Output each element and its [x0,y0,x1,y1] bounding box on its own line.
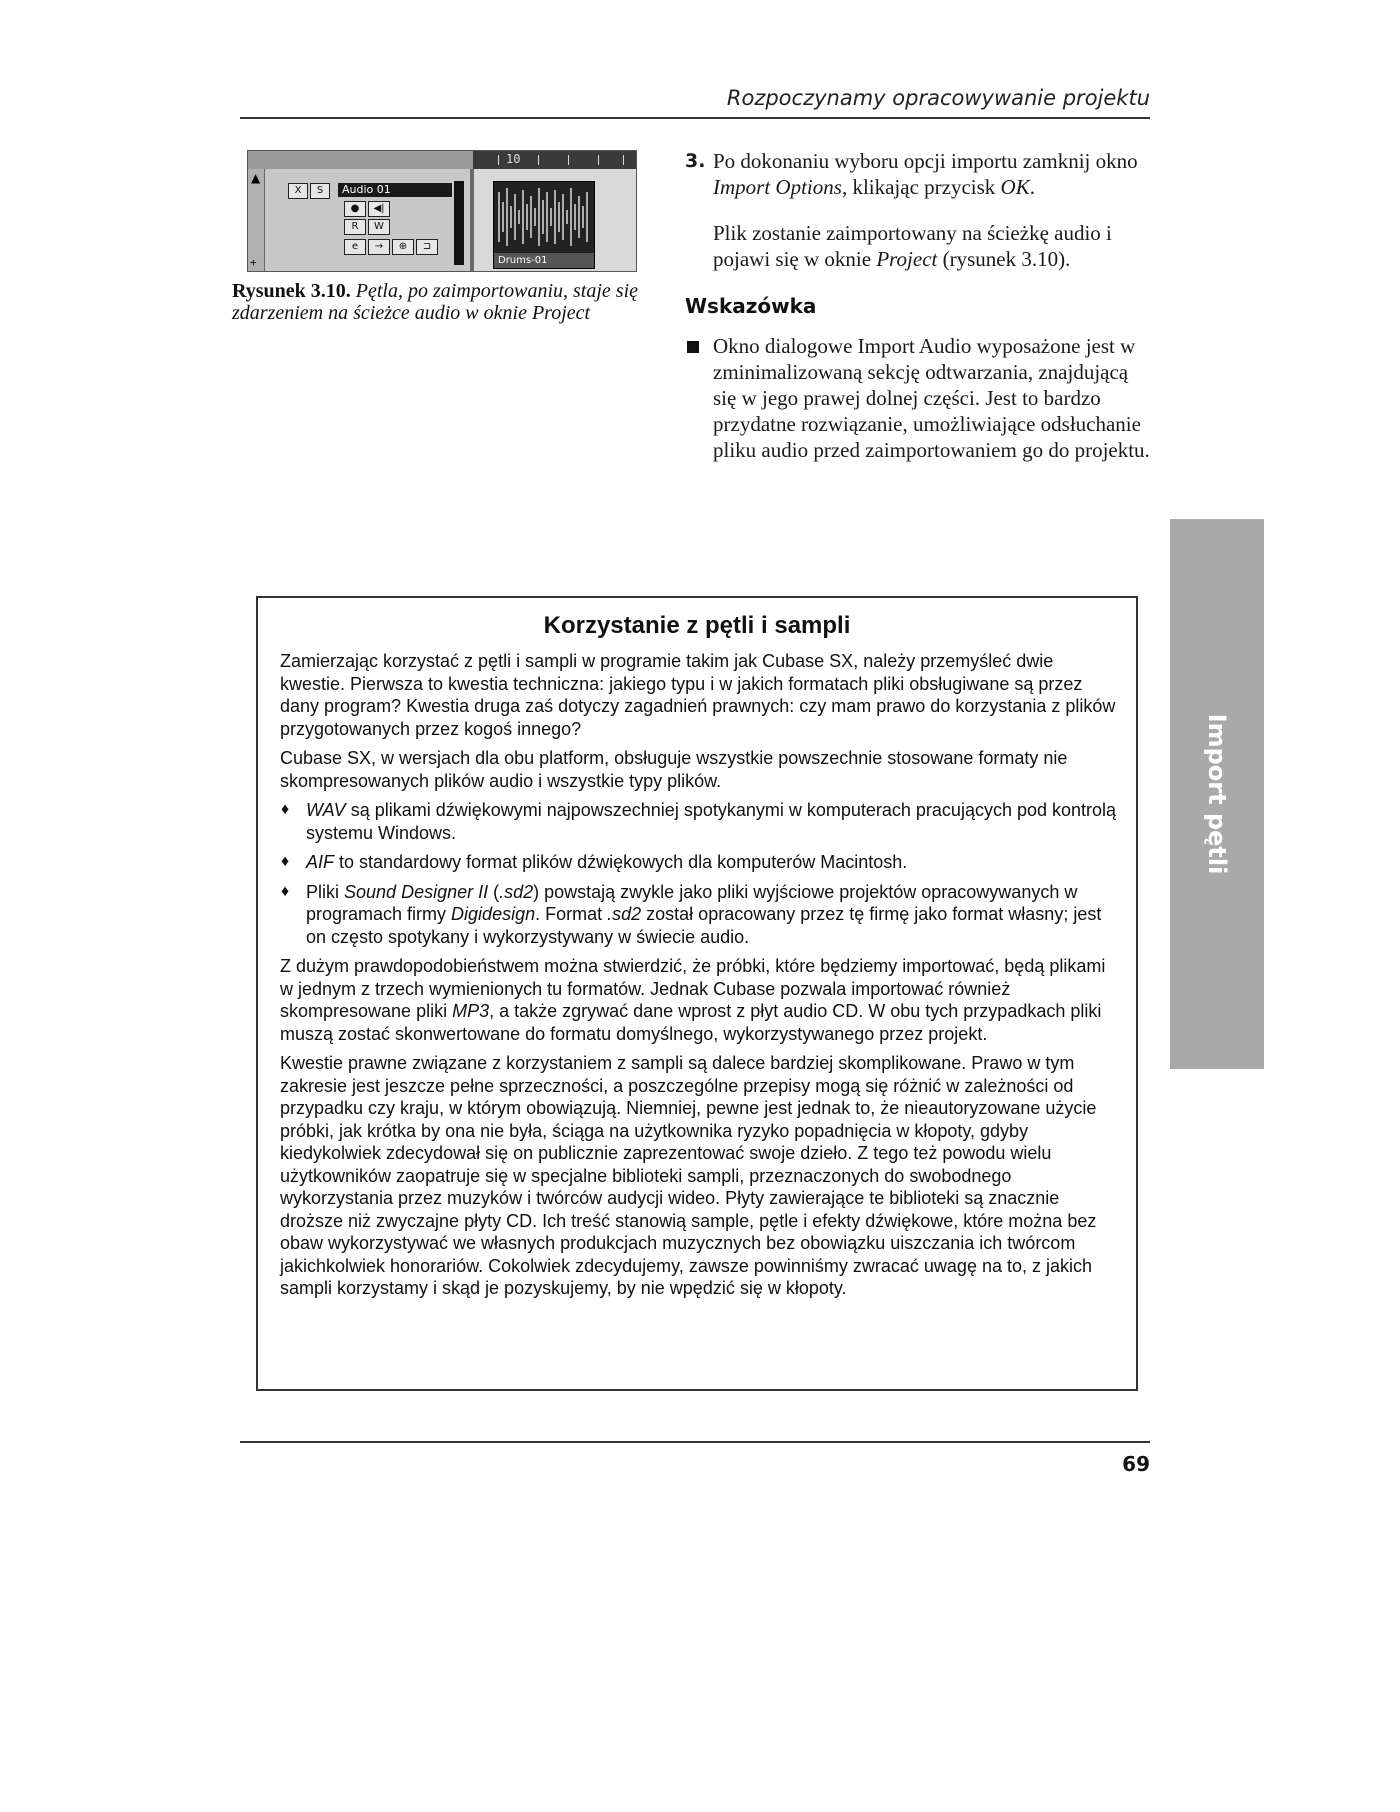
audio-event [493,181,595,269]
box-paragraph: Z dużym prawdopodobieństwem można stwierdzić, że próbki, które będziemy importować, będą plikami w jednym z trzech wymienionych tu formatów. Jednak Cubase pozwala importować również skompresowane pliki MP3, a także zgrywać dane wprost z płyt audio CD. W obu tych przypadkach pliki muszą zostać skonwertowane do formatu domyślnego, wykorzystywanego przez projekt. [280,956,1106,1044]
page-number: 69 [1122,1452,1150,1476]
ruler-tick [498,155,499,165]
event-name: Drums-01 [494,253,594,268]
figure-caption [232,280,672,324]
level-meter [454,181,464,265]
ruler-tick [568,155,569,165]
running-head: Rozpoczynamy opracowywanie projektu [726,86,1150,110]
write-button: W [368,219,390,235]
step-text: Po dokonaniu wyboru opcji importu zamknij okno Import Options, klikając przycisk OK. [713,149,1138,199]
ruler-tick [538,155,539,165]
step-number: 3. [685,150,706,172]
eq-button: ⊕ [392,239,414,255]
caption-text: Pętla, po zaimportowaniu, staje się zdarzeniem na ścieżce audio w oknie Project [232,280,638,324]
read-button: R [344,219,366,235]
mute-button: X [288,183,308,199]
footer-rule [240,1441,1150,1443]
solo-button: S [310,183,330,199]
track-name: Audio 01 [338,183,452,197]
step-paragraph: Plik zostanie zaimportowany na ścieżkę audio i pojawi się w oknie Project (rysunek 3.10). [713,221,1112,271]
monitor-button: ◀| [368,201,390,217]
tip-text: Okno dialogowe Import Audio wyposażone jest w zminimalizowaną sekcję odtwarzania, znajdującą się w jego prawej dolnej części. Jest to bardzo przydatne rozwiązanie, umożliwiające odsłuchanie pliku audio przed zaimportowaniem go do projektu. [713,334,1150,462]
step-item [685,148,1155,200]
add-track-icon: + [250,256,257,269]
tip-heading: Wskazówka [685,294,817,318]
edit-button: e [344,239,366,255]
figure-screenshot [247,150,637,272]
insert-button: → [368,239,390,255]
list-item: ♦ Pliki Sound Designer II (.sd2) powstają zwykle jako pliki wyjściowe projektów opracowywanych w programach firmy Digidesign. Format .sd2 został opracowany przez tę firmę jako format własny; jest on często spotykany i wykorzystywany w świecie audio. [281,881,1102,947]
ruler-tick [598,155,599,165]
expand-arrow-icon: ▲ [251,171,261,185]
square-bullet-icon [687,341,699,353]
waveform [494,182,594,252]
box-paragraph: Kwestie prawne związane z korzystaniem z sampli są dalece bardziej skomplikowane. Prawo w tym zakresie jest jeszcze pełne sprzeczności, a poszczególne przepisy mogą się różnić w zależności od przypadku czy kraju, w którym obowiązują. Niemniej, pewne jest jednak to, że nieautoryzowane użycie próbki, jak krótka by ona nie była, ściąga na użytkownika ryzyko popadnięcia w kłopoty, gdyby kiedykolwiek zdecydował się on publicznie zaprezentować swoje dzieło. Z tego też powodu wielu użytkowników zaopatruje się w specjalne biblioteki sampli, przeznaczonych do swobodnego wykorzystania przez muzyków i twórców audycji wideo. Płyty zawierające te biblioteki są znacznie droższe niż zwyczajne płyty CD. Ich treść stanowią sample, pętle i efekty dźwiękowe, które można bez obaw wykorzystywać we własnych produkcjach muzycznych bez obowiązku uiszczania ich twórcom jakichkolwiek honorariów. Cokolwiek zdecydujemy, zawsze powinniśmy zwracać uwagę na to, z jakich sampli korzystamy i skąd je pozyskujemy, by nie wpędzić się w kłopoty. [280,1053,1097,1298]
box-title: Korzystanie z pętli i sampli [543,612,851,639]
box-paragraph: Cubase SX, w wersjach dla obu platform, obsługuje wszystkie powszechnie stosowane formaty nie skompresowanych plików audio i wszystkie typy plików. [280,748,1068,791]
tip-bullet [685,333,1155,463]
caption-label: Rysunek 3.10. [232,280,351,302]
box-paragraph: Zamierzając korzystać z pętli i sampli w programie takim jak Cubase SX, należy przemyśleć dwie kwestie. Pierwsza to kwestia techniczna: jakiego typu i w jakich formatach pliki obsługiwane są przez dany program? Kwestia druga zaś dotyczy zagadnień prawnych: czy mam prawo do korzystania z plików przygotowanych przez kogoś innego? [280,651,1116,739]
box-body [280,650,1120,1307]
send-button: ⊐ [416,239,438,255]
record-button: ● [344,201,366,217]
figure-ruler-number: 10 [506,152,521,166]
diamond-bullet-icon: ♦ [281,853,290,870]
diamond-bullet-icon: ♦ [281,801,290,818]
list-item: ♦ AIF to standardowy format plików dźwiękowych dla komputerów Macintosh. [281,852,908,872]
side-tab-label: Import pętli [1203,713,1231,875]
sidebar-box [256,596,1138,1391]
list-item: ♦ WAV są plikami dźwiękowymi najpowszechniej spotykanymi w komputerach pracujących pod kontrolą systemu Windows. [281,800,1117,843]
diamond-bullet-icon: ♦ [281,882,290,900]
ruler-tick [623,155,624,165]
header-rule [240,117,1150,119]
side-tab [1170,519,1264,1069]
